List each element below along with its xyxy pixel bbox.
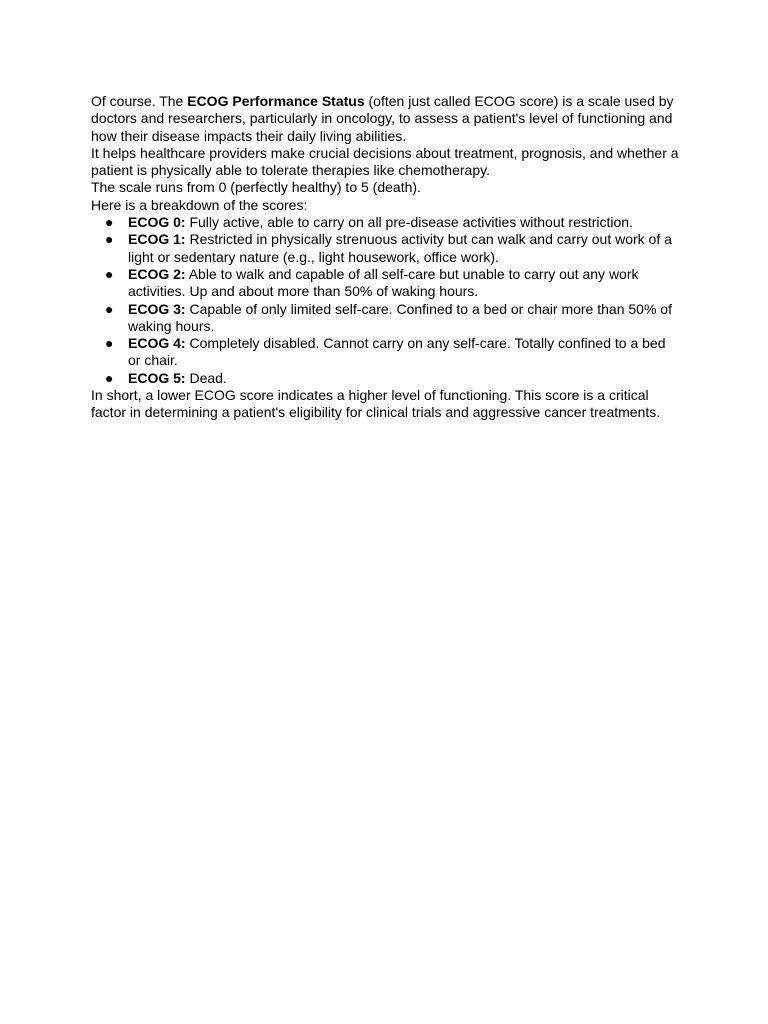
score-label: ECOG 4: — [128, 335, 186, 352]
bullet-icon: ● — [105, 300, 114, 317]
intro-suffix: (often just called ECOG score) is a scale used by doctors and researchers, particularly in oncology, to assess a patient's level of functioning and how their disease impacts their daily living abilities. — [91, 93, 674, 144]
bullet-icon: ● — [105, 335, 114, 352]
score-label: ECOG 3: — [128, 300, 186, 317]
ecog-term: ECOG Performance Status — [187, 93, 365, 109]
score-list — [91, 214, 679, 387]
score-item-3 — [91, 301, 679, 336]
score-item-0 — [91, 214, 679, 231]
summary-paragraph: In short, a lower ECOG score indicates a higher level of functioning. This score is a critical factor in determining a patient's eligibility for clinical trials and aggressive cancer treatments. — [91, 387, 661, 421]
intro-paragraph — [91, 93, 679, 145]
score-description: Fully active, able to carry on all pre-disease activities without restriction. — [185, 214, 633, 231]
intro-prefix: Of course. The — [91, 93, 188, 109]
score-item-4 — [91, 335, 679, 370]
score-description: Dead. — [185, 369, 227, 386]
score-description: Restricted in physically strenuous activity but can walk and carry out work of a light or sedentary nature (e.g., light housework, office work). — [128, 231, 672, 265]
score-label: ECOG 0: — [128, 214, 186, 231]
score-item-2 — [91, 266, 679, 301]
score-description: Capable of only limited self-care. Confined to a bed or chair more than 50% of waking hours. — [128, 300, 672, 334]
score-label: ECOG 2: — [128, 265, 186, 282]
bullet-icon: ● — [105, 265, 114, 282]
scale-range-paragraph: The scale runs from 0 (perfectly healthy) to 5 (death). — [91, 179, 421, 196]
score-description: Able to walk and capable of all self-care but unable to carry out any work activities. Up and about more than 50% of waking hours. — [128, 265, 639, 300]
score-item-1 — [91, 231, 679, 266]
score-label: ECOG 5: — [128, 369, 186, 386]
bullet-icon: ● — [105, 214, 114, 231]
bullet-icon: ● — [105, 231, 114, 248]
document-body — [91, 93, 679, 422]
purpose-paragraph: It helps healthcare providers make crucial decisions about treatment, prognosis, and whether a patient is physically able to tolerate therapies like chemotherapy. — [91, 144, 679, 179]
breakdown-intro-paragraph: Here is a breakdown of the scores: — [91, 196, 308, 213]
score-label: ECOG 1: — [128, 231, 186, 248]
bullet-icon: ● — [105, 369, 114, 386]
score-description: Completely disabled. Cannot carry on any self-care. Totally confined to a bed or chair. — [128, 335, 666, 369]
score-item-5 — [91, 370, 679, 387]
